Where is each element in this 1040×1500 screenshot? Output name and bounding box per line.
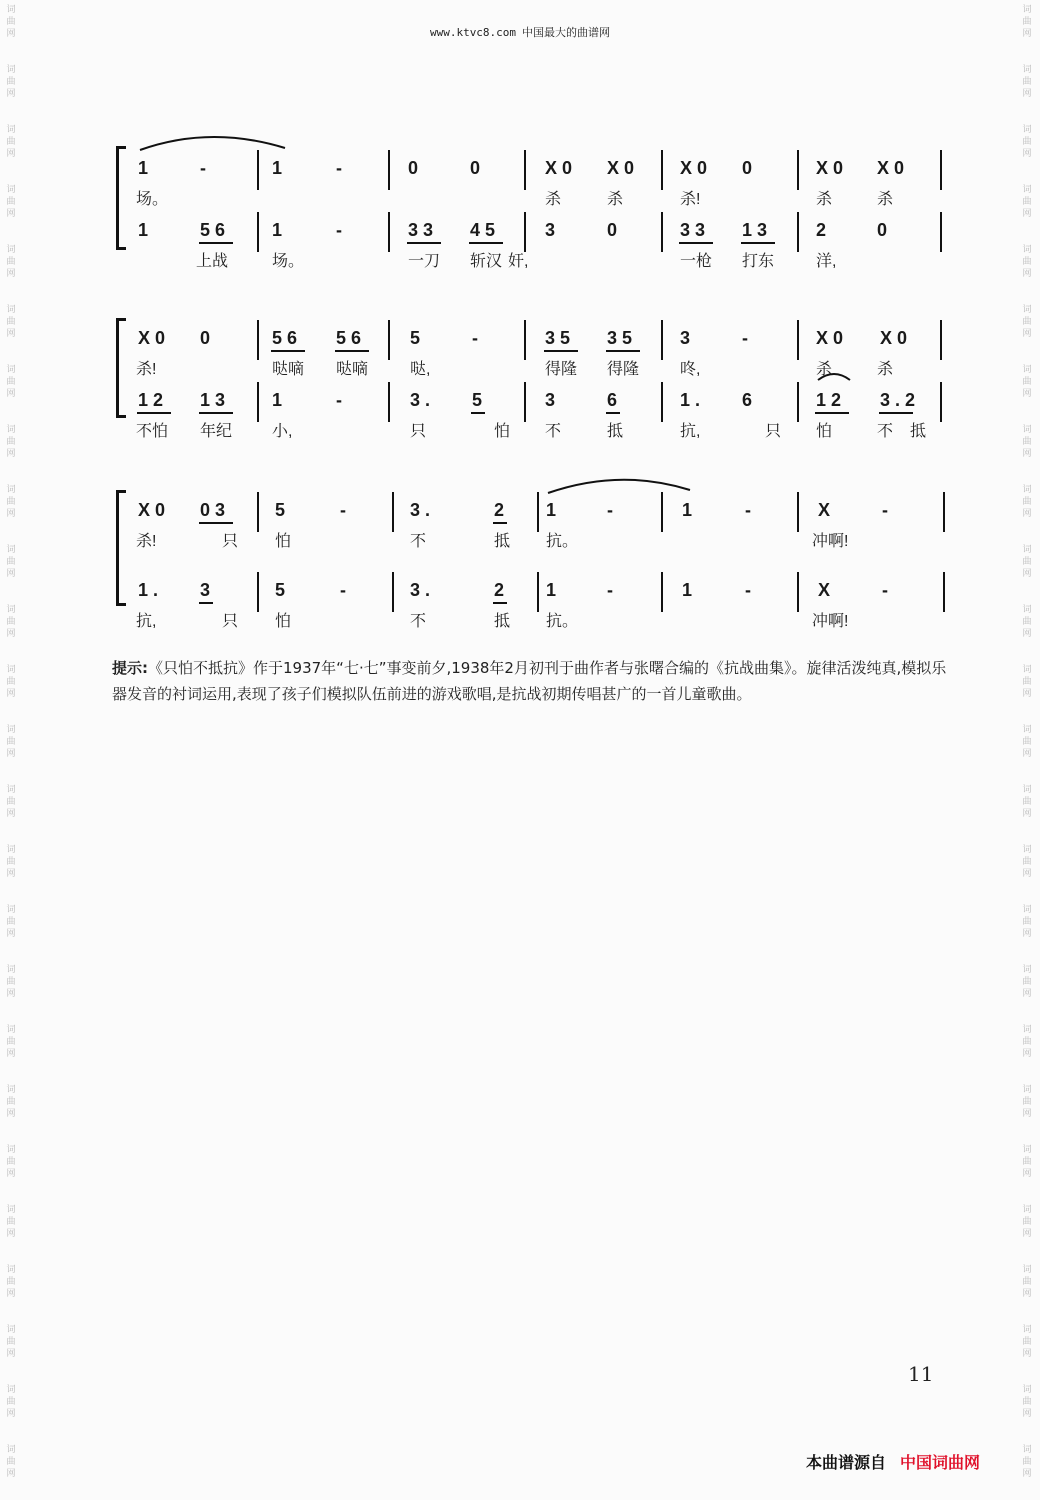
watermark-char: 词 xyxy=(6,65,16,75)
note-lower: 3 3 xyxy=(680,220,706,240)
note-upper: X 0 xyxy=(680,158,708,178)
watermark-char: 网 xyxy=(1022,449,1032,459)
watermark-char: 网 xyxy=(6,449,16,459)
watermark-char: 词 xyxy=(6,1205,16,1215)
watermark-char: 词 xyxy=(1022,905,1032,915)
note-upper: X 0 xyxy=(607,158,635,178)
watermark-char: 网 xyxy=(1022,29,1032,39)
note-lower: 5 xyxy=(275,580,286,600)
watermark-char: 网 xyxy=(1022,1229,1032,1239)
hint-paragraph xyxy=(112,655,952,707)
watermark-char: 曲 xyxy=(1022,1397,1032,1407)
slur-mark xyxy=(818,374,850,380)
watermark-char: 词 xyxy=(6,845,16,855)
watermark-char: 词 xyxy=(1022,1325,1032,1335)
watermark-char: 曲 xyxy=(1022,1217,1032,1227)
note-lower: 2 xyxy=(816,220,827,240)
watermark-char: 网 xyxy=(6,269,16,279)
watermark-char: 网 xyxy=(6,89,16,99)
watermark-char: 网 xyxy=(1022,209,1032,219)
note-lower: 1 xyxy=(272,220,283,240)
lyric-upper: 杀 xyxy=(816,361,833,378)
note-lower: 6 xyxy=(607,390,618,410)
lyric-upper: 冲啊! xyxy=(812,533,849,550)
watermark-char: 曲 xyxy=(6,677,16,687)
watermark-char: 曲 xyxy=(1022,17,1032,27)
lyric-lower: 小, xyxy=(272,423,293,440)
watermark-char: 词 xyxy=(1022,425,1032,435)
watermark-char: 网 xyxy=(6,929,16,939)
footer-source-label: 本曲谱源自 xyxy=(806,1453,887,1472)
lyric-upper: 杀 xyxy=(877,191,894,208)
watermark-char: 网 xyxy=(6,209,16,219)
watermark-char: 曲 xyxy=(6,797,16,807)
lyric-upper: 抗。 xyxy=(546,533,579,550)
watermark-char: 词 xyxy=(1022,725,1032,735)
watermark-char: 曲 xyxy=(6,1397,16,1407)
lyric-upper: 抵 xyxy=(494,533,511,550)
watermark-char: 词 xyxy=(6,1445,16,1455)
lyric-lower: 抵 xyxy=(910,423,927,440)
note-lower: 1 xyxy=(682,580,693,600)
watermark-char: 词 xyxy=(1022,605,1032,615)
watermark-char: 网 xyxy=(6,689,16,699)
note-upper: X 0 xyxy=(138,500,166,520)
note-upper: 3 . xyxy=(410,500,431,520)
watermark-char: 词 xyxy=(6,365,16,375)
note-lower: - xyxy=(745,580,751,600)
watermark-char: 网 xyxy=(1022,89,1032,99)
watermark-char: 词 xyxy=(1022,5,1032,15)
note-upper: - xyxy=(745,500,751,520)
lyric-upper: 杀 xyxy=(816,191,833,208)
watermark-char: 曲 xyxy=(6,917,16,927)
note-lower: 1 2 xyxy=(138,390,164,410)
watermark-char: 曲 xyxy=(6,497,16,507)
note-lower: - xyxy=(336,220,342,240)
note-upper: 1 xyxy=(138,158,149,178)
watermark-char: 曲 xyxy=(1022,557,1032,567)
lyric-lower: 只 xyxy=(410,423,427,440)
note-lower: - xyxy=(336,390,342,410)
watermark-char: 曲 xyxy=(6,1097,16,1107)
watermark-char: 网 xyxy=(6,29,16,39)
watermark-char: 网 xyxy=(1022,1349,1032,1359)
page-number: 11 xyxy=(908,1362,934,1386)
note-lower: 2 xyxy=(494,580,505,600)
watermark-char: 词 xyxy=(1022,185,1032,195)
note-upper: X 0 xyxy=(138,328,166,348)
note-lower: 1 xyxy=(272,390,283,410)
lyric-lower: 奸, xyxy=(508,253,529,270)
watermark-char: 词 xyxy=(1022,125,1032,135)
watermark-char: 曲 xyxy=(1022,857,1032,867)
watermark-char: 网 xyxy=(6,629,16,639)
note-lower: 0 xyxy=(607,220,618,240)
lyric-lower: 抗。 xyxy=(546,613,579,630)
lyric-lower: 怕 xyxy=(816,423,833,440)
note-lower: 0 xyxy=(877,220,888,240)
watermark-char: 曲 xyxy=(6,437,16,447)
note-upper: 3 5 xyxy=(607,328,633,348)
lyric-lower: 上战 xyxy=(196,253,229,270)
note-upper: 0 xyxy=(408,158,419,178)
watermark-char: 曲 xyxy=(1022,1337,1032,1347)
note-upper: - xyxy=(472,328,478,348)
note-lower: - xyxy=(882,580,888,600)
lyric-lower: 场。 xyxy=(272,253,305,270)
note-upper: 3 xyxy=(680,328,691,348)
lyric-lower: 不 xyxy=(545,423,562,440)
watermark-char: 曲 xyxy=(6,617,16,627)
lyric-lower: 抗, xyxy=(680,423,701,440)
watermark-char: 词 xyxy=(1022,845,1032,855)
slur-mark xyxy=(548,480,690,493)
watermark-char: 网 xyxy=(1022,1169,1032,1179)
note-upper: 3 5 xyxy=(545,328,571,348)
lyric-lower: 一枪 xyxy=(680,253,713,270)
note-upper: 5 xyxy=(410,328,421,348)
lyric-lower: 不 xyxy=(877,423,894,440)
watermark-char: 曲 xyxy=(6,857,16,867)
lyric-upper: 杀! xyxy=(136,533,157,550)
lyric-lower: 斩汉 xyxy=(470,253,503,270)
lyric-upper: 哒嘀 xyxy=(272,361,305,378)
lyric-upper: 杀 xyxy=(607,191,624,208)
note-upper: X 0 xyxy=(545,158,573,178)
watermark-char: 词 xyxy=(1022,1205,1032,1215)
watermark-char: 曲 xyxy=(1022,797,1032,807)
lyric-upper: 咚, xyxy=(680,361,701,378)
watermark-char: 曲 xyxy=(6,377,16,387)
watermark-char: 词 xyxy=(1022,305,1032,315)
watermark-char: 曲 xyxy=(1022,1037,1032,1047)
watermark-char: 曲 xyxy=(6,197,16,207)
note-lower: 1 . xyxy=(680,390,701,410)
watermark-char: 词 xyxy=(1022,1085,1032,1095)
watermark-char: 词 xyxy=(6,1025,16,1035)
note-lower: 5 xyxy=(472,390,483,410)
watermark-char: 词 xyxy=(1022,545,1032,555)
watermark-char: 词 xyxy=(6,185,16,195)
note-upper: - xyxy=(607,500,613,520)
watermark-char: 词 xyxy=(1022,1145,1032,1155)
lyric-upper: 不 xyxy=(410,533,427,550)
watermark-char: 曲 xyxy=(1022,977,1032,987)
watermark-char: 词 xyxy=(6,545,16,555)
lyric-lower: 冲啊! xyxy=(812,613,849,630)
note-lower: 3 . xyxy=(410,390,431,410)
lyric-upper: 得隆 xyxy=(607,361,640,378)
watermark-char: 网 xyxy=(6,809,16,819)
note-lower: 4 5 xyxy=(470,220,496,240)
watermark-char: 曲 xyxy=(1022,1277,1032,1287)
watermark-char: 词 xyxy=(6,1265,16,1275)
hint-label: 提示: xyxy=(112,659,148,677)
watermark-char: 曲 xyxy=(1022,497,1032,507)
header-site-name: 中国最大的曲谱网 xyxy=(522,26,611,39)
watermark-char: 网 xyxy=(1022,689,1032,699)
watermark-char: 曲 xyxy=(1022,917,1032,927)
watermark-char: 词 xyxy=(1022,1265,1032,1275)
note-lower: 1 xyxy=(138,220,149,240)
lyric-upper: 场。 xyxy=(136,191,169,208)
watermark-char: 词 xyxy=(6,725,16,735)
watermark-char: 曲 xyxy=(6,1337,16,1347)
watermark-char: 词 xyxy=(1022,965,1032,975)
note-lower: 3 xyxy=(545,390,556,410)
watermark-char: 网 xyxy=(6,149,16,159)
note-upper: - xyxy=(340,500,346,520)
watermark-char: 曲 xyxy=(1022,77,1032,87)
lyric-lower: 一刀 xyxy=(408,253,441,270)
note-upper: 1 xyxy=(546,500,557,520)
watermark-char: 词 xyxy=(6,905,16,915)
note-upper: 5 6 xyxy=(272,328,298,348)
lyric-lower: 打东 xyxy=(742,253,775,270)
watermark-char: 网 xyxy=(1022,629,1032,639)
watermark-char: 词 xyxy=(6,1325,16,1335)
watermark-char: 网 xyxy=(1022,989,1032,999)
note-upper: 0 xyxy=(200,328,211,348)
note-lower: 3 3 xyxy=(408,220,434,240)
note-lower: 1 3 xyxy=(742,220,768,240)
lyric-lower: 抵 xyxy=(494,613,511,630)
note-upper: - xyxy=(336,158,342,178)
note-upper: 0 3 xyxy=(200,500,226,520)
watermark-char: 网 xyxy=(6,869,16,879)
watermark-char: 曲 xyxy=(1022,617,1032,627)
note-upper: 5 xyxy=(275,500,286,520)
watermark-char: 词 xyxy=(6,605,16,615)
watermark-char: 词 xyxy=(6,1385,16,1395)
watermark-char: 曲 xyxy=(1022,377,1032,387)
watermark-char: 网 xyxy=(1022,509,1032,519)
note-upper: X 0 xyxy=(877,158,905,178)
lyric-lower: 怕 xyxy=(275,613,292,630)
watermark-char: 网 xyxy=(6,1409,16,1419)
watermark-char: 词 xyxy=(1022,1445,1032,1455)
note-upper: 2 xyxy=(494,500,505,520)
note-upper: 1 xyxy=(682,500,693,520)
lyric-lower: 怕 xyxy=(494,423,511,440)
watermark-char: 词 xyxy=(6,665,16,675)
note-lower: 6 xyxy=(742,390,753,410)
watermark-char: 网 xyxy=(1022,269,1032,279)
watermark-char: 网 xyxy=(1022,329,1032,339)
note-upper: 5 6 xyxy=(336,328,362,348)
watermark-char: 网 xyxy=(1022,809,1032,819)
watermark-char: 词 xyxy=(6,5,16,15)
note-upper: - xyxy=(200,158,206,178)
watermark-char: 词 xyxy=(6,305,16,315)
lyric-upper: 得隆 xyxy=(545,361,578,378)
watermark-char: 网 xyxy=(6,1109,16,1119)
watermark-char: 词 xyxy=(1022,65,1032,75)
watermark-char: 词 xyxy=(6,125,16,135)
watermark-char: 曲 xyxy=(1022,257,1032,267)
watermark-char: 网 xyxy=(1022,389,1032,399)
note-lower: - xyxy=(340,580,346,600)
note-lower: 3 xyxy=(545,220,556,240)
hint-text: 《只怕不抵抗》作于1937年“七·七”事变前夕,1938年2月初刊于曲作者与张曙合编的《抗战曲集》。旋律活泼纯真,模拟乐器发音的衬词运用,表现了孩子们模拟队伍前进的游戏歌唱,是抗战初期传唱甚广的一首儿童歌曲。 xyxy=(112,659,947,703)
watermark-char: 网 xyxy=(1022,1409,1032,1419)
watermark-char: 网 xyxy=(1022,569,1032,579)
watermark-char: 网 xyxy=(1022,1109,1032,1119)
lyric-lower: 年纪 xyxy=(200,423,233,440)
note-lower: 3 . 2 xyxy=(880,390,916,410)
watermark-char: 曲 xyxy=(6,137,16,147)
watermark-char: 词 xyxy=(6,425,16,435)
watermark-char: 词 xyxy=(1022,1025,1032,1035)
lyric-lower: 抵 xyxy=(607,423,624,440)
lyric-lower: 只 xyxy=(222,613,239,630)
watermark-char: 词 xyxy=(6,785,16,795)
watermark-char: 网 xyxy=(6,1169,16,1179)
watermark-char: 词 xyxy=(6,1145,16,1155)
watermark-char: 词 xyxy=(6,965,16,975)
note-lower: 1 xyxy=(546,580,557,600)
header-url[interactable]: www.ktvc8.com xyxy=(429,26,517,39)
watermark-char: 曲 xyxy=(6,737,16,747)
watermark-char: 曲 xyxy=(1022,1457,1032,1467)
note-lower: X xyxy=(818,580,831,600)
watermark-char: 曲 xyxy=(6,1157,16,1167)
note-lower: 1 2 xyxy=(816,390,842,410)
note-lower: 3 xyxy=(200,580,211,600)
watermark-char: 词 xyxy=(6,485,16,495)
note-upper: X 0 xyxy=(816,158,844,178)
footer-credit xyxy=(806,1450,980,1473)
lyric-lower: 不怕 xyxy=(136,423,169,440)
lyric-upper: 杀! xyxy=(136,361,157,378)
watermark-char: 网 xyxy=(6,749,16,759)
watermark-char: 网 xyxy=(6,389,16,399)
watermark-char: 网 xyxy=(6,1289,16,1299)
watermark-char: 曲 xyxy=(6,1217,16,1227)
note-lower: - xyxy=(607,580,613,600)
lyric-upper: 哒嘀 xyxy=(336,361,369,378)
watermark-char: 曲 xyxy=(1022,1157,1032,1167)
lyric-lower: 只 xyxy=(765,423,782,440)
watermark-char: 网 xyxy=(6,329,16,339)
watermark-char: 网 xyxy=(1022,869,1032,879)
watermark-char: 曲 xyxy=(6,17,16,27)
watermark-char: 曲 xyxy=(1022,737,1032,747)
watermark-char: 词 xyxy=(1022,245,1032,255)
lyric-lower: 洋, xyxy=(816,253,837,270)
watermark-char: 曲 xyxy=(1022,677,1032,687)
note-lower: 1 . xyxy=(138,580,159,600)
note-upper: 0 xyxy=(470,158,481,178)
watermark-char: 曲 xyxy=(6,1457,16,1467)
lyric-lower: 抗, xyxy=(136,613,157,630)
watermark-char: 网 xyxy=(6,989,16,999)
note-upper: 0 xyxy=(742,158,753,178)
watermark-char: 词 xyxy=(1022,365,1032,375)
lyric-upper: 只 xyxy=(222,533,239,550)
watermark-char: 曲 xyxy=(6,77,16,87)
watermark-char: 网 xyxy=(1022,929,1032,939)
watermark-char: 曲 xyxy=(1022,317,1032,327)
watermark-char: 词 xyxy=(1022,665,1032,675)
watermark-char: 曲 xyxy=(1022,137,1032,147)
watermark-char: 网 xyxy=(6,1049,16,1059)
watermark-char: 网 xyxy=(6,509,16,519)
note-upper: - xyxy=(742,328,748,348)
watermark-char: 曲 xyxy=(6,317,16,327)
watermark-char: 词 xyxy=(1022,785,1032,795)
note-upper: X xyxy=(818,500,831,520)
watermark-char: 曲 xyxy=(1022,197,1032,207)
note-upper: X 0 xyxy=(880,328,908,348)
note-lower: 1 3 xyxy=(200,390,226,410)
watermark-char: 网 xyxy=(1022,149,1032,159)
watermark-char: 曲 xyxy=(1022,437,1032,447)
watermark-char: 词 xyxy=(6,1085,16,1095)
watermark-char: 曲 xyxy=(6,1277,16,1287)
watermark-char: 曲 xyxy=(1022,1097,1032,1107)
lyric-upper: 杀 xyxy=(877,361,894,378)
note-upper: - xyxy=(882,500,888,520)
lyric-upper: 杀 xyxy=(545,191,562,208)
slur-mark xyxy=(140,137,285,150)
watermark-char: 曲 xyxy=(6,257,16,267)
watermark-char: 网 xyxy=(1022,1469,1032,1479)
note-upper: X 0 xyxy=(816,328,844,348)
note-upper: 1 xyxy=(272,158,283,178)
watermark-char: 词 xyxy=(6,245,16,255)
lyric-upper: 哒, xyxy=(410,361,431,378)
watermark-char: 网 xyxy=(1022,749,1032,759)
lyric-upper: 怕 xyxy=(275,533,292,550)
watermark-char: 词 xyxy=(1022,485,1032,495)
watermark-char: 网 xyxy=(6,569,16,579)
watermark-char: 词 xyxy=(1022,1385,1032,1395)
watermark-char: 网 xyxy=(1022,1289,1032,1299)
watermark-char: 曲 xyxy=(6,557,16,567)
watermark-char: 网 xyxy=(1022,1049,1032,1059)
footer-site-link[interactable]: 中国词曲网 xyxy=(900,1453,981,1472)
watermark-char: 曲 xyxy=(6,1037,16,1047)
lyric-lower: 不 xyxy=(410,613,427,630)
watermark-char: 网 xyxy=(6,1229,16,1239)
note-lower: 3 . xyxy=(410,580,431,600)
note-lower: 5 6 xyxy=(200,220,226,240)
watermark-char: 网 xyxy=(6,1469,16,1479)
lyric-upper: 杀! xyxy=(680,191,701,208)
watermark-char: 网 xyxy=(6,1349,16,1359)
watermark-char: 曲 xyxy=(6,977,16,987)
